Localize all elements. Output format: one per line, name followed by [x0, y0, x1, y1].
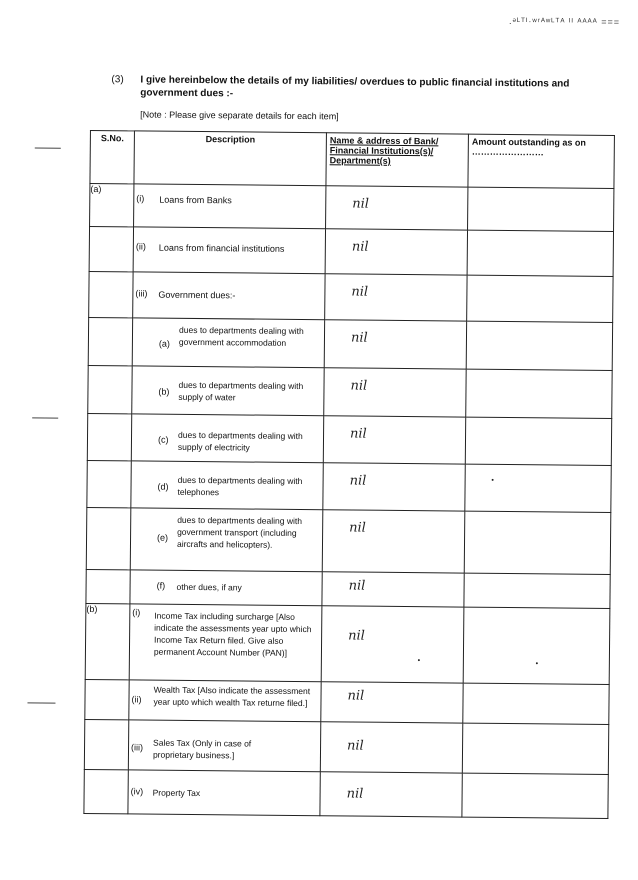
row-sno [84, 719, 128, 769]
row-sno: (a) [90, 183, 134, 226]
bank-cell [320, 722, 462, 773]
item-text: Property Tax [152, 787, 201, 799]
sub-item-letter: (e) [157, 532, 169, 543]
row-description [133, 272, 325, 320]
item-number: (iii) [130, 742, 144, 753]
row-description [130, 570, 322, 606]
amount-cell [462, 773, 608, 818]
intro-statement: I give hereinbelow the details of my liabilities/ overdues to public financial institutions and government dues :- [140, 74, 570, 100]
sub-item-letter: (d) [157, 481, 169, 492]
item-text: dues to departments dealing with supply of water [178, 379, 304, 403]
row-description [131, 461, 323, 510]
item-text: Wealth Tax [Also indicate the assessment year upto which wealth Tax returne filed.] [153, 684, 311, 709]
amount-cell [467, 230, 613, 276]
row-sno [84, 769, 128, 813]
sub-item-letter: (a) [158, 338, 170, 349]
table-row [86, 507, 611, 574]
nil-handwritten: nil [349, 426, 367, 442]
table-row [89, 271, 613, 322]
table-row [86, 569, 610, 608]
table-row [84, 769, 608, 818]
nil-handwritten: nil [347, 688, 365, 704]
row-sno [89, 271, 133, 317]
bank-cell [324, 320, 466, 369]
note-text: [Note : Please give separate details for each item] [140, 109, 339, 122]
scan-artifact: .ᵊᴸᵀᴵ·ʷʳᴬʷᴸᵀᴬ ᴵᴵ ᴬᴬᴬᴬ === [508, 15, 621, 28]
item-text: dues to departments dealing with supply of electricity [177, 429, 303, 453]
scan-speck [492, 479, 494, 481]
item-number: (iv) [130, 786, 144, 797]
amount-cell [463, 683, 609, 724]
row-description [128, 720, 320, 772]
amount-cell [465, 464, 611, 512]
row-sno [86, 507, 131, 569]
item-text: other dues, if any [176, 581, 242, 593]
amount-cell [468, 187, 614, 231]
bank-cell [322, 572, 464, 607]
sub-item-letter: (f) [156, 580, 166, 591]
amount-cell [464, 573, 610, 608]
nil-handwritten: nil [346, 738, 364, 754]
table-row [84, 719, 608, 774]
item-text: Sales Tax (Only in case of proprietary business.] [152, 737, 252, 761]
margin-mark [27, 702, 55, 703]
row-sno [88, 317, 132, 365]
bank-cell [323, 416, 465, 464]
nil-handwritten: nil [349, 473, 367, 489]
item-number: (ii) [135, 241, 146, 252]
header-amount: Amount outstanding as on …………………… [468, 134, 615, 188]
item-text: Income Tax including surcharge [Also indicate the assessments year upto which Income Tax Return filed. Give also permanent Account Number (PAN)] [153, 610, 312, 658]
scan-speck [418, 659, 420, 661]
header-sno: S.No. [90, 130, 135, 183]
row-sno: (b) [85, 603, 130, 679]
row-description [134, 184, 326, 229]
item-text: Government dues:- [158, 289, 236, 301]
nil-handwritten: nil [352, 196, 370, 212]
bank-cell [325, 229, 467, 275]
row-sno [88, 365, 132, 413]
row-description [128, 770, 320, 816]
bank-cell [324, 368, 466, 417]
item-number: (ii) [131, 694, 142, 705]
row-description [130, 508, 323, 572]
row-description [133, 227, 325, 274]
margin-mark [32, 417, 58, 418]
table-row [85, 679, 609, 724]
scan-speck [536, 662, 538, 664]
section-number: (3) [111, 74, 124, 86]
amount-cell [463, 607, 610, 684]
bank-cell [322, 510, 465, 573]
item-text: dues to departments dealing with government transport (including aircrafts and helicopters). [176, 514, 303, 550]
nil-handwritten: nil [351, 239, 369, 255]
row-description [129, 680, 321, 722]
bank-cell [326, 186, 468, 230]
table-row [88, 365, 612, 418]
amount-cell [466, 321, 612, 370]
item-number: (iii) [135, 288, 148, 299]
bank-cell [321, 606, 464, 683]
nil-handwritten: nil [349, 520, 366, 536]
sub-item-letter: (b) [158, 386, 170, 397]
liabilities-table [83, 130, 615, 819]
table-row [88, 317, 612, 370]
row-sno [85, 679, 129, 719]
bank-cell [325, 274, 467, 321]
amount-cell [465, 417, 611, 465]
header-bank: Name & address of Bank/ Financial Institutions(s)/ Department(s) [326, 133, 469, 187]
nil-handwritten: nil [350, 330, 368, 346]
row-sno [87, 413, 131, 460]
row-description [131, 414, 323, 463]
table-row [87, 413, 611, 465]
table-row [87, 460, 611, 512]
header-description: Description [134, 131, 326, 186]
sub-item-letter: (c) [157, 434, 169, 445]
item-text: dues to departments dealing with telephones [177, 474, 303, 498]
table-row [89, 226, 613, 276]
table-header-row [90, 130, 614, 188]
margin-mark [35, 147, 61, 148]
bank-cell [320, 772, 462, 817]
row-description [129, 604, 322, 682]
amount-cell [464, 511, 611, 574]
bank-cell [323, 463, 465, 511]
amount-cell [466, 369, 612, 418]
nil-handwritten: nil [348, 628, 365, 644]
item-text: Loans from financial institutions [158, 242, 285, 254]
row-description [132, 366, 324, 416]
nil-handwritten: nil [351, 284, 369, 300]
row-description [132, 318, 324, 368]
row-sno [86, 569, 130, 603]
amount-cell [462, 723, 608, 774]
bank-cell [321, 682, 463, 723]
amount-cell [467, 275, 613, 322]
item-text: Loans from Banks [159, 194, 232, 206]
item-number: (i) [132, 607, 141, 618]
item-text: dues to departments dealing with government accommodation [178, 324, 304, 348]
nil-handwritten: nil [346, 786, 364, 802]
row-sno [87, 460, 131, 507]
table-row [85, 603, 610, 684]
nil-handwritten: nil [348, 578, 366, 594]
item-number: (i) [136, 193, 145, 204]
table-row [90, 183, 614, 231]
row-sno [89, 226, 133, 271]
nil-handwritten: nil [350, 378, 368, 394]
